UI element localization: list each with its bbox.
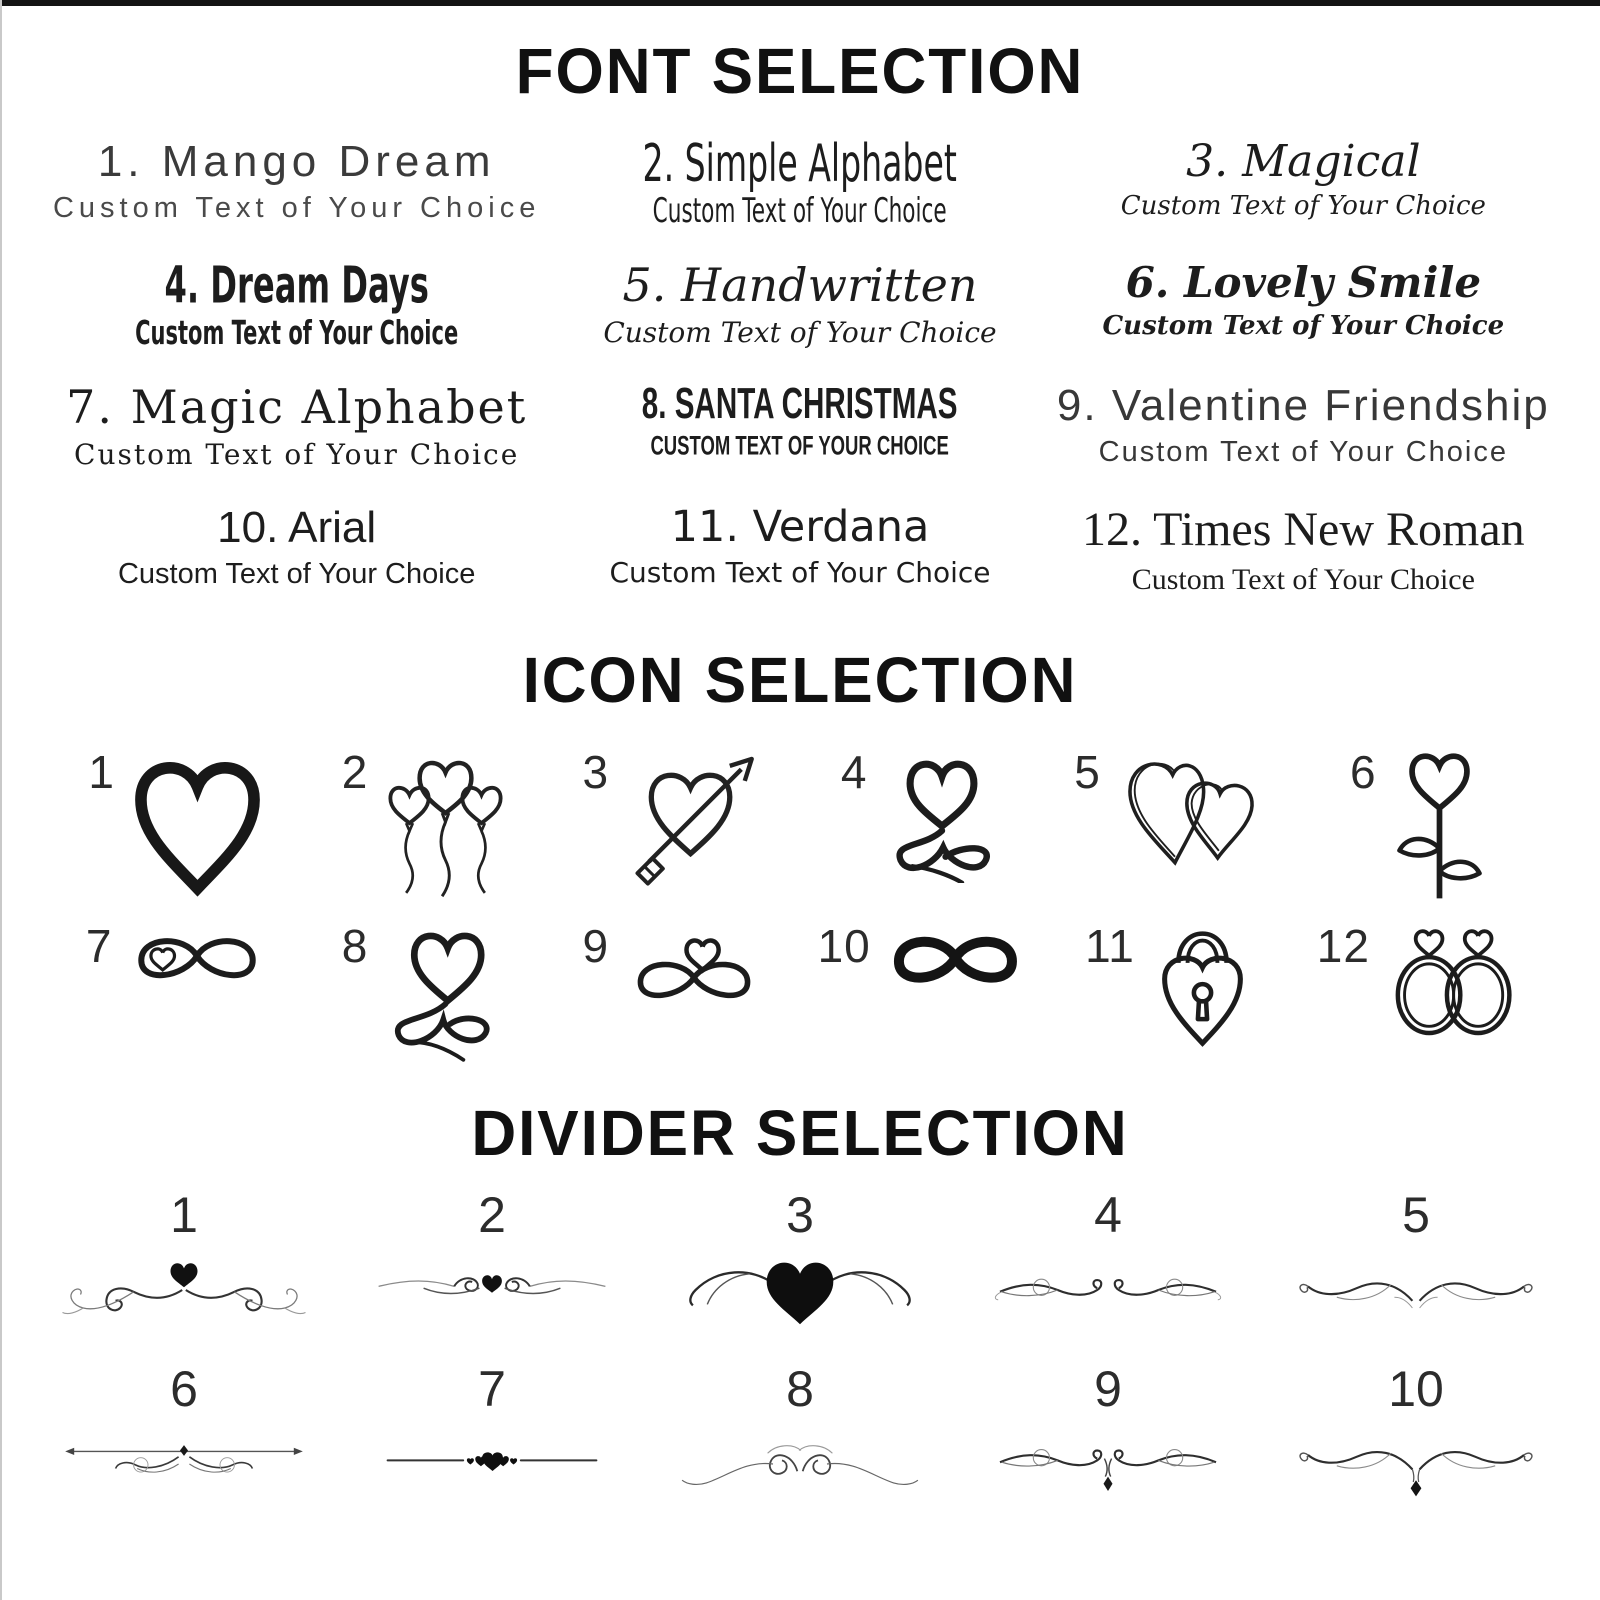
icon-number: 12 [1316,920,1370,973]
font-option-5 [553,260,1046,352]
font-option-8 [553,382,1046,474]
icon-option-7 [55,917,303,1062]
font-option-6 [1057,260,1550,352]
font-option-label: 6. Lovely Smile [1125,258,1482,307]
divider-number: 6 [170,1361,198,1418]
icon-option-8 [303,917,551,1062]
divider-option-3 [646,1188,954,1340]
font-section-title: FONT SELECTION [515,35,1085,107]
icon-option-1 [55,743,303,903]
double-spiral-sweep-divider [660,1419,940,1509]
font-sample-text: Custom Text of Your Choice [135,313,459,353]
divider-option-1 [30,1188,338,1340]
left-border-line [0,0,2,1600]
icon-number: 5 [1074,746,1101,799]
divider-option-8 [646,1362,954,1514]
font-sample-text: Custom Text of Your Choice [117,558,476,591]
icon-option-10 [800,917,1048,1062]
heart-infinity-bow-icon [877,743,1007,883]
font-sample-text: Custom Text of Your Choice [609,556,991,590]
line-loops-heart-center-divider [352,1245,632,1335]
icon-option-11 [1048,917,1296,1062]
font-option-9 [1057,382,1550,474]
divider-number: 9 [1094,1361,1122,1418]
line-with-under-flourish-divider [44,1419,324,1509]
divider-option-9 [954,1362,1262,1514]
curl-flourish-diamond-divider [968,1419,1248,1509]
s-curve-flourish-diamond-divider [1276,1419,1556,1509]
font-sample-text: CUSTOM TEXT OF YOUR CHOICE [650,430,950,462]
font-option-11 [553,504,1046,597]
font-option-label: 11. Verdana [670,502,930,552]
divider-option-7 [338,1362,646,1514]
wedding-rings-with-hearts-icon [1380,917,1525,1042]
font-option-label: 2. Simple Alphabet [642,132,958,194]
big-heart-wing-swirls-divider [660,1245,940,1335]
font-option-label: 9. Valentine Friendship [1056,381,1550,430]
infinity-with-small-heart-icon [122,917,272,997]
divider-section-title: DIVIDER SELECTION [471,1097,1129,1170]
font-sample-text: Custom Text of Your Choice [603,315,997,349]
font-sample-text: Custom Text of Your Choice [1102,311,1505,342]
s-curve-flourish-divider [1276,1245,1556,1335]
font-sample-text: Custom Text of Your Choice [52,192,541,225]
icon-section-title: ICON SELECTION [522,644,1078,717]
heart-with-arrow-icon [619,743,769,888]
icon-number: 2 [341,746,369,799]
font-option-label: 4. Dream Days [164,255,429,315]
double-curl-flourish-divider [968,1245,1248,1335]
font-option-12 [1057,504,1550,597]
font-option-label: 10. Arial [217,503,377,552]
divider-number: 7 [478,1361,506,1418]
divider-number: 10 [1388,1361,1444,1418]
heart-outline-icon [125,743,270,903]
divider-option-10 [1262,1362,1570,1514]
font-sample-text: Custom Text of Your Choice [1131,562,1475,596]
divider-number: 4 [1094,1187,1122,1244]
divider-number: 2 [478,1187,506,1244]
font-option-label: 12. Times New Roman [1081,503,1525,556]
font-option-4 [50,255,543,353]
font-option-label: 7. Magic Alphabet [66,380,528,434]
font-sample-text: Custom Text of Your Choice [652,191,947,231]
icon-option-4 [800,743,1048,903]
divider-number: 3 [786,1187,814,1244]
font-option-label: 3. Magical [1186,136,1421,187]
font-option-label: 8. SANTA CHRISTMAS [642,380,958,428]
font-option-7 [50,382,543,474]
icon-option-9 [552,917,800,1062]
heart-with-infinity-flourish-icon [378,917,513,1062]
icon-number: 11 [1085,920,1135,973]
icon-number: 8 [341,920,369,973]
icon-number: 7 [85,920,113,973]
divider-number: 8 [786,1361,814,1418]
font-option-2 [553,132,1046,231]
divider-number: 5 [1402,1187,1430,1244]
heart-flower-icon [1387,743,1492,903]
icon-number: 3 [582,746,610,799]
icon-option-2 [303,743,551,903]
font-option-label: 1. Mango Dream [97,137,496,186]
icon-grid [0,743,1600,1062]
heart-padlock-icon [1145,917,1260,1057]
icon-number: 1 [88,746,115,799]
font-sample-text: Custom Text of Your Choice [1098,436,1508,469]
icon-option-12 [1297,917,1545,1062]
line-with-hearts-divider [352,1419,632,1509]
icon-number: 6 [1350,746,1377,799]
infinity-heart-top-icon [619,917,769,1017]
icon-option-3 [552,743,800,903]
divider-grid [0,1188,1600,1514]
icon-number: 9 [582,920,610,973]
icon-option-6 [1297,743,1545,903]
font-grid [0,132,1600,597]
divider-number: 1 [170,1187,198,1244]
icon-number: 10 [817,920,871,973]
font-option-label: 5. Handwritten [622,258,978,312]
font-option-10 [50,504,543,597]
infinity-icon [881,917,1031,999]
swirl-flourish-heart-center-divider [44,1245,324,1335]
divider-option-5 [1262,1188,1570,1340]
font-option-1 [50,138,543,230]
font-sample-text: Custom Text of Your Choice [74,437,520,471]
icon-option-5 [1048,743,1296,903]
divider-option-6 [30,1362,338,1514]
font-option-3 [1057,138,1550,230]
divider-option-2 [338,1188,646,1340]
icon-number: 4 [840,746,868,799]
font-sample-text: Custom Text of Your Choice [1120,191,1486,222]
double-sketch-hearts-icon [1111,743,1271,878]
divider-option-4 [954,1188,1262,1340]
heart-balloons-icon [378,743,513,901]
